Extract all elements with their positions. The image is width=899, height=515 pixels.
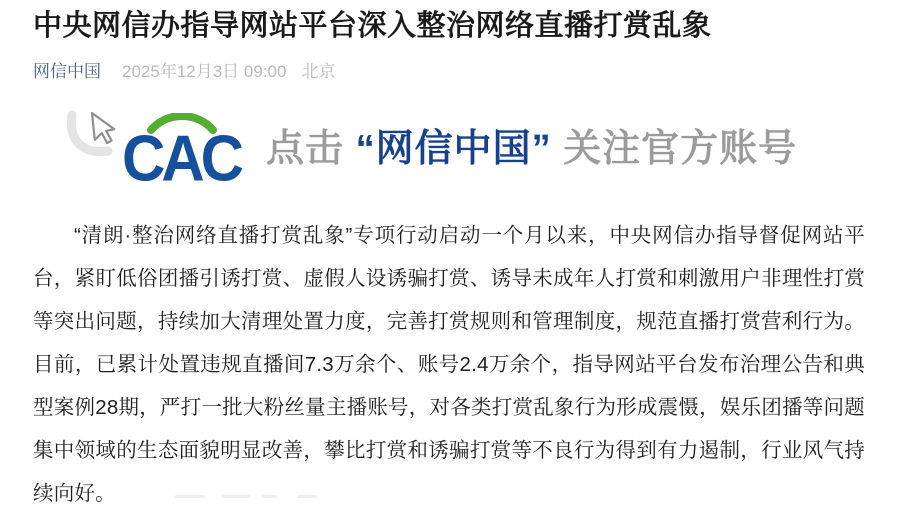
banner-click-text: 点击	[266, 128, 345, 171]
article-title: 中央网信办指导网站平台深入整治网络直播打赏乱象	[33, 10, 712, 42]
cac-logo	[122, 121, 240, 195]
banner-follow-text: 关注官方账号	[563, 128, 798, 171]
publish-location: 北京	[301, 61, 336, 81]
publish-date: 2025年12月3日 09:00	[122, 61, 287, 81]
banner-caption	[266, 117, 797, 172]
source-account-link[interactable]: 网信中国	[33, 61, 101, 81]
clipped-next-paragraph-top	[0, 495, 899, 499]
follow-banner-image[interactable]	[33, 97, 865, 201]
cac-logo-text: CAC	[122, 121, 240, 195]
article-paragraph: “清朗·整治网络直播打赏乱象”专项行动启动一个月以来，中央网信办指导督促网站平台，紧盯低俗团播引诱打赏、虚假人设诱骗打赏、诱导未成年人打赏和刺激用户非理性打赏等突出问题，持续加大清理处置力度，完善打赏规则和管理制度，规范直播打赏营利行为。目前，已累计处置违规直播间7.3万余个、账号2.4万余个，指导网站平台发布治理公告和典型案例28期，严打一批大粉丝量主播账号，对各类打赏乱象行为形成震慑，娱乐团播等问题集中领域的生态面貌明显改善，攀比打赏和诱骗打赏等不良行为得到有力遏制，行业风气持续向好。	[33, 223, 865, 505]
byline	[33, 61, 865, 83]
banner-account-name: “网信中国”	[355, 128, 552, 171]
